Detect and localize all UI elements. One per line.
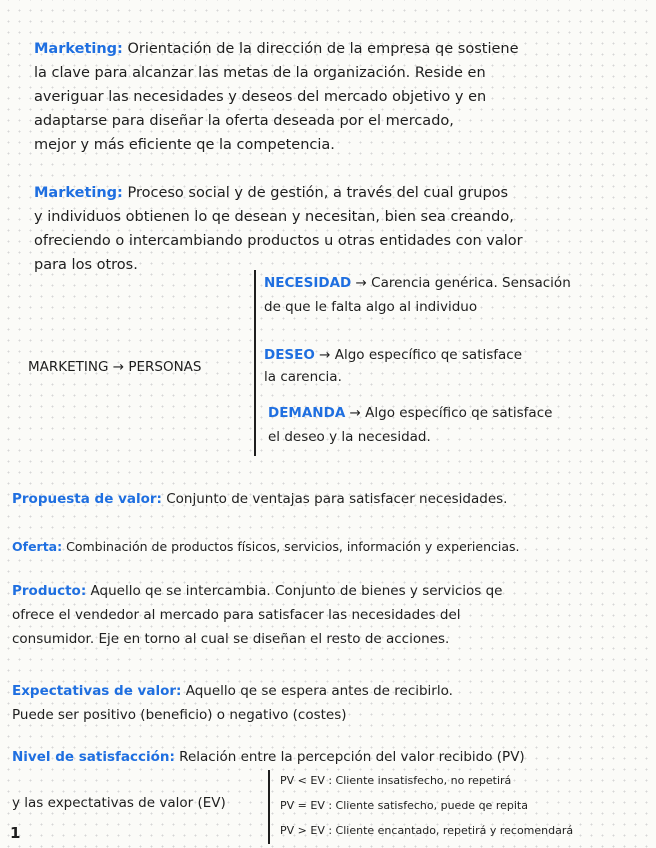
producto-line-2: ofrece el vendedor al mercado para satisfacer las necesidades del — [12, 607, 461, 623]
oferta-term: Oferta: — [12, 539, 63, 554]
nivel-line-2: y las expectativas de valor (EV) — [12, 795, 226, 811]
deseo-term: DESEO — [264, 347, 315, 363]
nivel-text-1: Relación entre la percepción del valor recibido (PV) — [174, 749, 525, 765]
expectativas-term: Expectativas de valor: — [12, 683, 182, 699]
necesidad-line-2: de que le falta algo al individuo — [264, 299, 478, 315]
necesidad-text-1: → Carencia genérica. Sensación — [351, 275, 571, 291]
mk1-line-5: mejor y más eficiente qe la competencia. — [34, 137, 335, 153]
nivel-bracket-line — [268, 770, 270, 844]
mk1-line-2: la clave para alcanzar las metas de la organización. Reside en — [34, 65, 486, 81]
nivel-case-3: PV > EV : Cliente encantado, repetirá y recomendará — [280, 824, 574, 837]
expectativas-text-1: Aquello qe se espera antes de recibirlo. — [181, 683, 453, 699]
nivel-line-1 — [12, 748, 525, 766]
deseo-line-2: la carencia. — [264, 369, 342, 385]
demanda-line-2: el deseo y la necesidad. — [268, 429, 431, 445]
mk1-text-1: Orientación de la dirección de la empresa qe sostiene — [122, 41, 519, 57]
propuesta-term: Propuesta de valor: — [12, 491, 162, 507]
oferta-text: Combinación de productos físicos, servicios, información y experiencias. — [62, 539, 520, 554]
nivel-term: Nivel de satisfacción: — [12, 749, 175, 765]
producto-term: Producto: — [12, 583, 87, 599]
mk2-line-2: y individuos obtienen lo qe desean y necesitan, bien sea creando, — [34, 209, 514, 225]
deseo-text-1: → Algo específico qe satisface — [314, 347, 523, 363]
mk2-text-1: Proceso social y de gestión, a través del cual grupos — [122, 185, 509, 201]
nivel-case-1: PV < EV : Cliente insatisfecho, no repetirá — [280, 774, 512, 787]
demanda-term: DEMANDA — [268, 405, 346, 421]
mk2-term: Marketing: — [34, 185, 123, 201]
mk2-line-4: para los otros. — [34, 257, 138, 273]
necesidad-term: NECESIDAD — [264, 275, 352, 291]
mk1-line-3: averiguar las necesidades y deseos del mercado objetivo y en — [34, 89, 487, 105]
mk1-line-4: adaptarse para diseñar la oferta deseada por el mercado, — [34, 113, 454, 129]
mk2-line-3: ofreciendo o intercambiando productos u otras entidades con valor — [34, 233, 523, 249]
marketing-personas-label: MARKETING → PERSONAS — [28, 359, 202, 375]
nivel-case-2: PV = EV : Cliente satisfecho, puede qe repita — [280, 799, 528, 812]
page-number: 1 — [10, 824, 21, 842]
producto-text-1: Aquello qe se intercambia. Conjunto de bienes y servicios qe — [86, 583, 503, 599]
demanda-text-1: → Algo específico qe satisface — [345, 405, 553, 421]
expectativas-line-2: Puede ser positivo (beneficio) o negativo (costes) — [12, 707, 347, 723]
producto-line-3: consumidor. Eje en torno al cual se diseñan el resto de acciones. — [12, 631, 450, 647]
propuesta-text: Conjunto de ventajas para satisfacer necesidades. — [161, 491, 508, 507]
mk1-term: Marketing: — [34, 41, 123, 57]
